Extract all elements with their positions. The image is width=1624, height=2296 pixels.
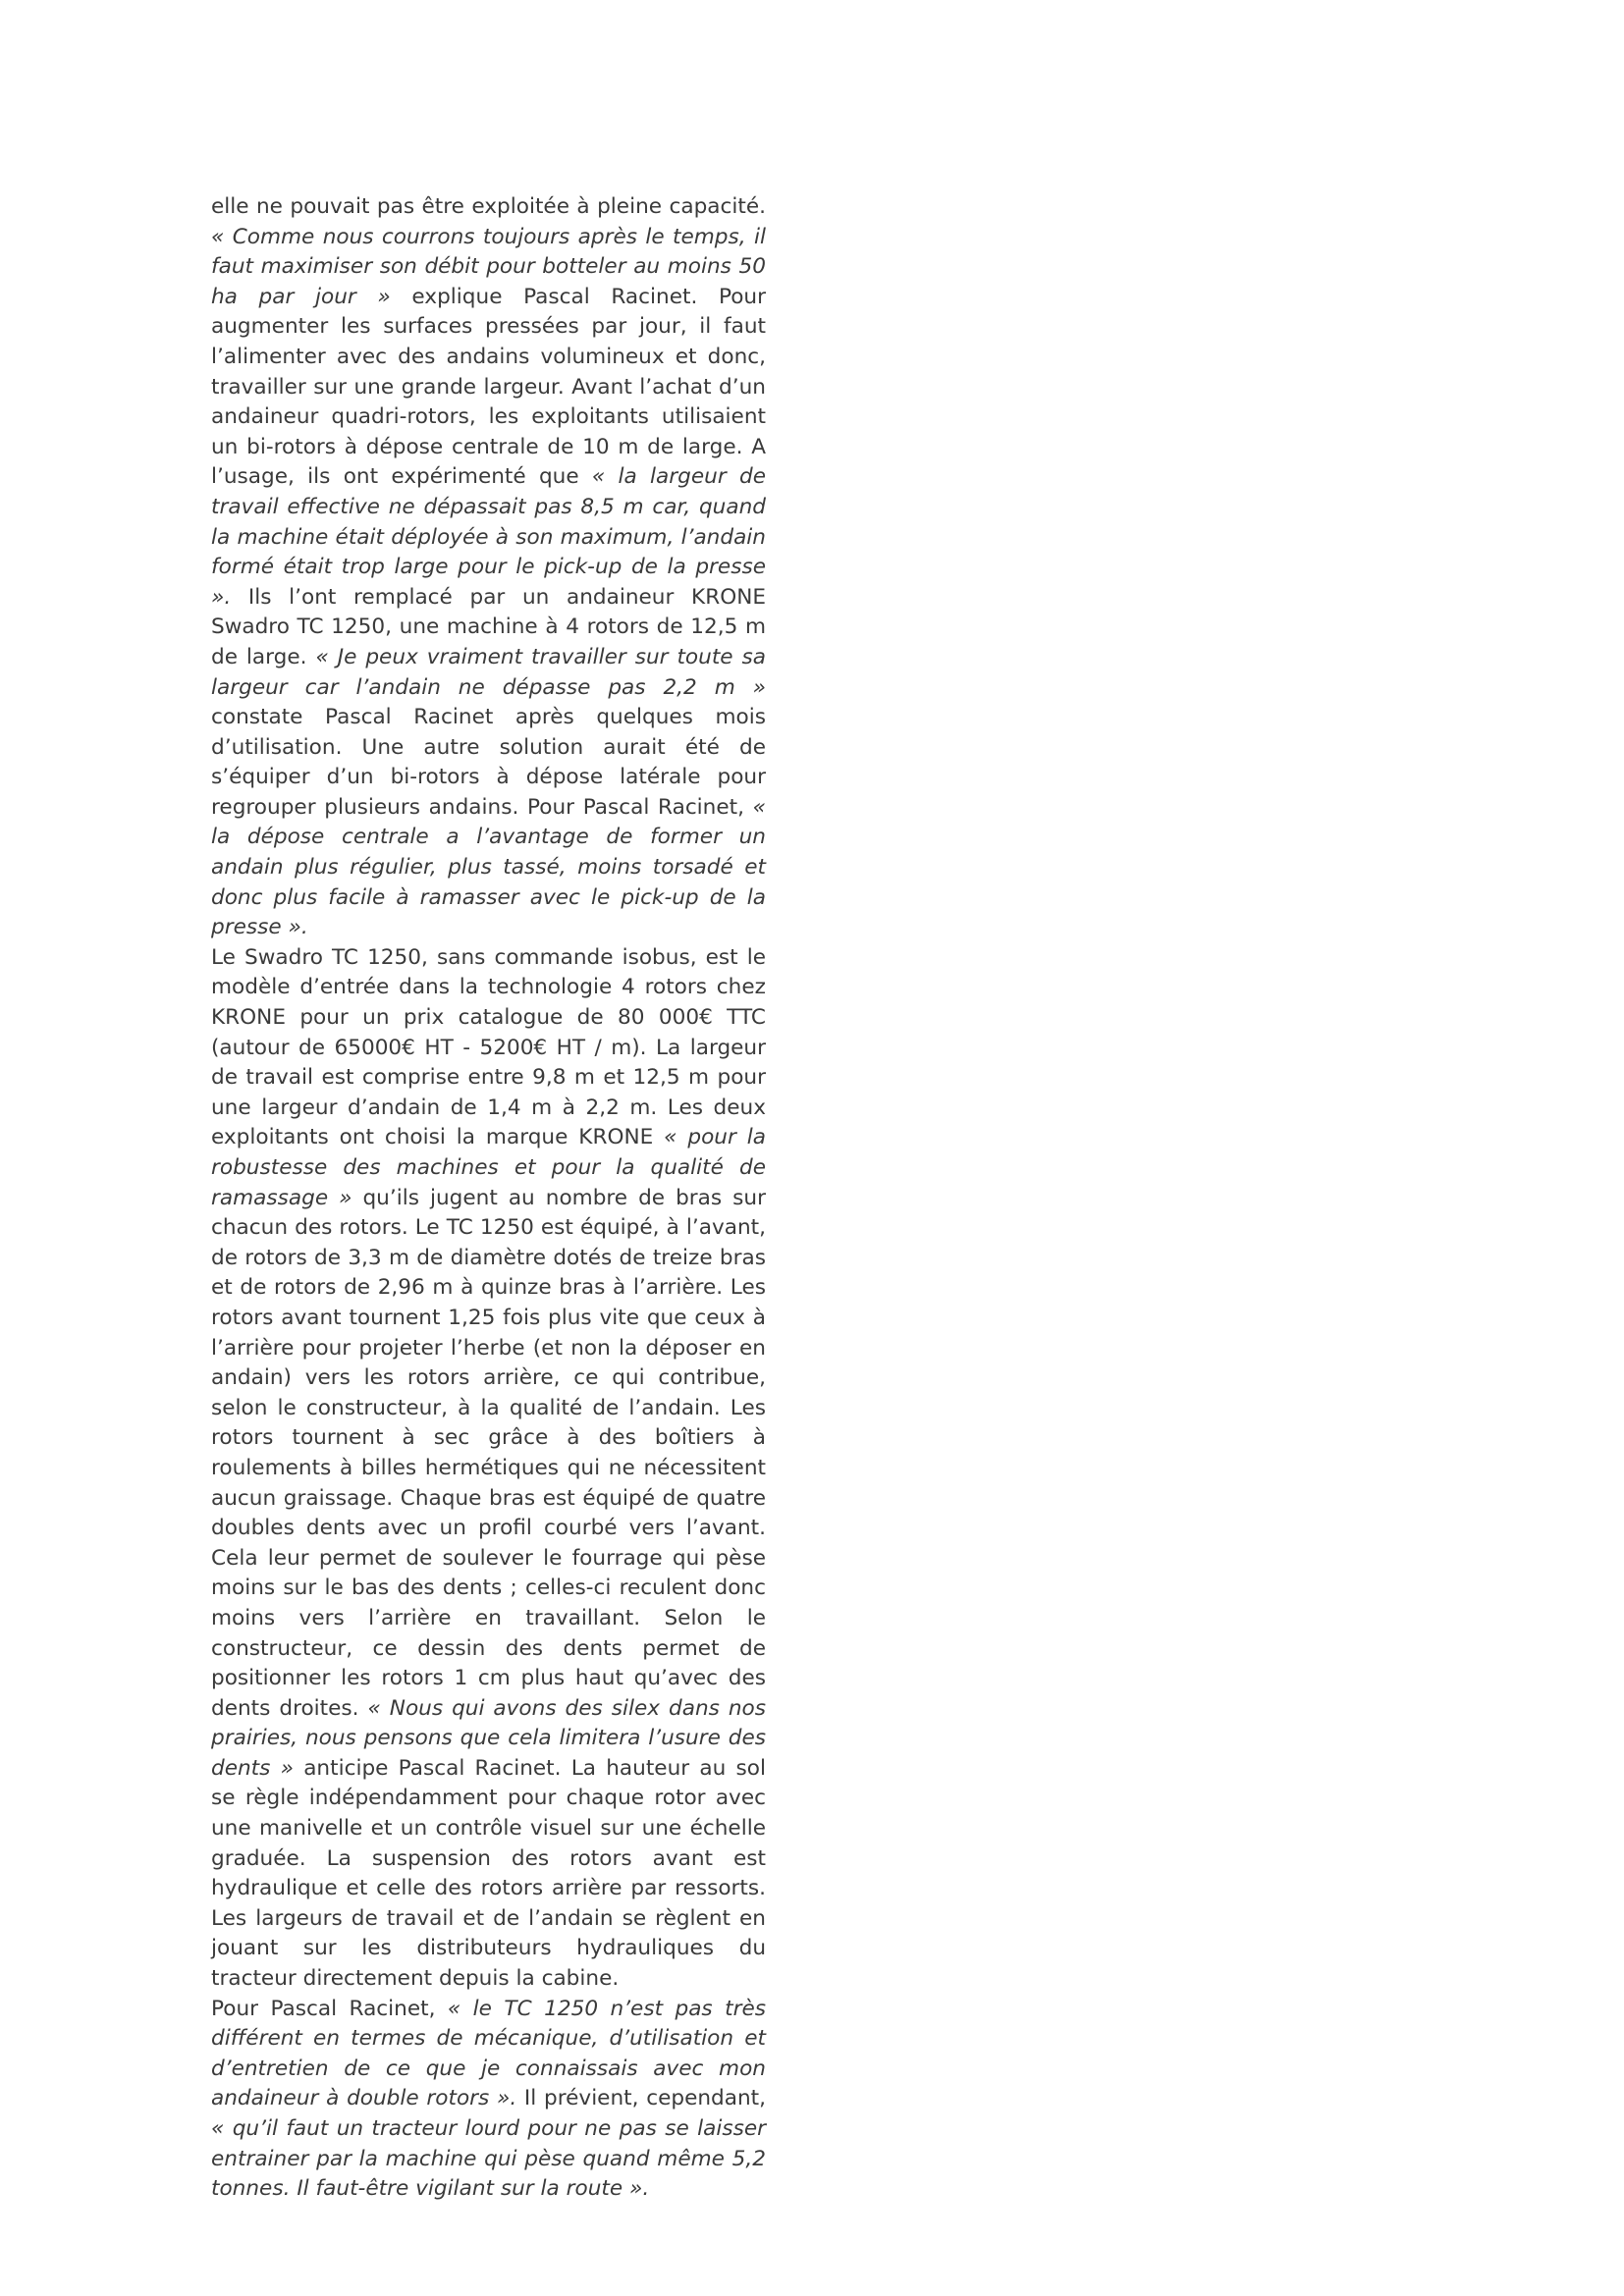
- paragraph-2: [211, 943, 766, 1995]
- quote-run: « la largeur de travail effective ne dépassait pas 8,5 m car, quand la machine était déployée à son maximum, l’andain formé était trop large pour le pick-up de la presse ».: [211, 464, 766, 610]
- text-run: Ils l’ont remplacé par un andaineur KRONE Swadro TC 1250, une machine à 4 rotors de 12,5 m de large.: [211, 584, 766, 669]
- text-run: elle ne pouvait pas être exploitée à pleine capacité.: [211, 194, 766, 219]
- quote-run: « pour la robustesse des machines et pour la qualité de ramassage »: [211, 1125, 766, 1210]
- paragraph-3: [211, 1995, 766, 2205]
- quote-run: « le TC 1250 n’est pas très différent en termes de mécanique, d’utilisation et d’entretien de ce que je connaissais avec mon andaineur à double rotors ».: [211, 1996, 766, 2111]
- text-run: qu’ils jugent au nombre de bras sur chacun des rotors. Le TC 1250 est équipé, à l’avant, de rotors de 3,3 m de diamètre dotés de treize bras et de rotors de 2,96 m à quinze bras à l’arrière. Les rotors avant tournent 1,25 fois plus vite que ceux à l’arrière pour projeter l’herbe (et non la déposer en andain) vers les rotors arrière, ce qui contribue, selon le constructeur, à la qualité de l’andain. Les rotors tournent à sec grâce à des boîtiers à roulements à billes hermétiques qui ne nécessitent aucun graissage. Chaque bras est équipé de quatre doubles dents avec un profil courbé vers l’avant. Cela leur permet de soulever le fourrage qui pèse moins sur le bas des dents ; celles-ci reculent donc moins vers l’arrière en travaillant. Selon le constructeur, ce dessin des dents permet de positionner les rotors 1 cm plus haut qu’avec des dents droites.: [211, 1185, 766, 1721]
- text-run: Pour Pascal Racinet,: [211, 1996, 448, 2021]
- quote-run: « Je peux vraiment travailler sur toute sa largeur car l’andain ne dépasse pas 2,2 m »: [211, 644, 767, 700]
- quote-run: « qu’il faut un tracteur lourd pour ne pas se laisser entrainer par la machine qui pèse quand même 5,2 tonnes. Il faut-être vigilant sur la route ».: [211, 2116, 766, 2202]
- quote-run: « la dépose centrale a l’avantage de former un andain plus régulier, plus tassé, moins torsadé et donc plus facile à ramasser avec le pick-up de la presse ».: [211, 794, 766, 940]
- text-run: Le Swadro TC 1250, sans commande isobus, est le modèle d’entrée dans la technologie 4 rotors chez KRONE pour un prix catalogue de 80 000€ TTC (autour de 65000€ HT - 5200€ HT / m). La largeur de travail est comprise entre 9,8 m et 12,5 m pour une largeur d’andain de 1,4 m à 2,2 m. Les deux exploitants ont choisi la marque KRONE: [211, 944, 766, 1150]
- text-run: explique Pascal Racinet. Pour augmenter les surfaces pressées par jour, il faut l’alimenter avec des andains volumineux et donc, travailler sur une grande largeur. Avant l’achat d’un andaineur quadri-rotors, les exploitants utilisaient un bi-rotors à dépose centrale de 10 m de large. A l’usage, ils ont expérimenté que: [211, 284, 766, 490]
- quote-run: « Comme nous courrons toujours après le temps, il faut maximiser son débit pour botteler au moins 50 ha par jour »: [211, 224, 766, 309]
- text-run: constate Pascal Racinet après quelques mois d’utilisation. Une autre solution aurait été de s’équiper d’un bi-rotors à dépose latérale pour regrouper plusieurs andains. Pour Pascal Racinet,: [211, 705, 766, 820]
- article-column: [211, 192, 766, 2205]
- quote-run: « Nous qui avons des silex dans nos prairies, nous pensons que cela limitera l’usure des dents »: [211, 1695, 767, 1781]
- paragraph-1: [211, 192, 766, 943]
- text-run: Il prévient, cependant,: [516, 2086, 767, 2111]
- text-run: anticipe Pascal Racinet. La hauteur au sol se règle indépendamment pour chaque rotor avec une manivelle et un contrôle visuel sur une échelle graduée. La suspension des rotors avant est hydraulique et celle des rotors arrière par ressorts. Les largeurs de travail et de l’andain se règlent en jouant sur les distributeurs hydrauliques du tracteur directement depuis la cabine.: [211, 1755, 766, 1992]
